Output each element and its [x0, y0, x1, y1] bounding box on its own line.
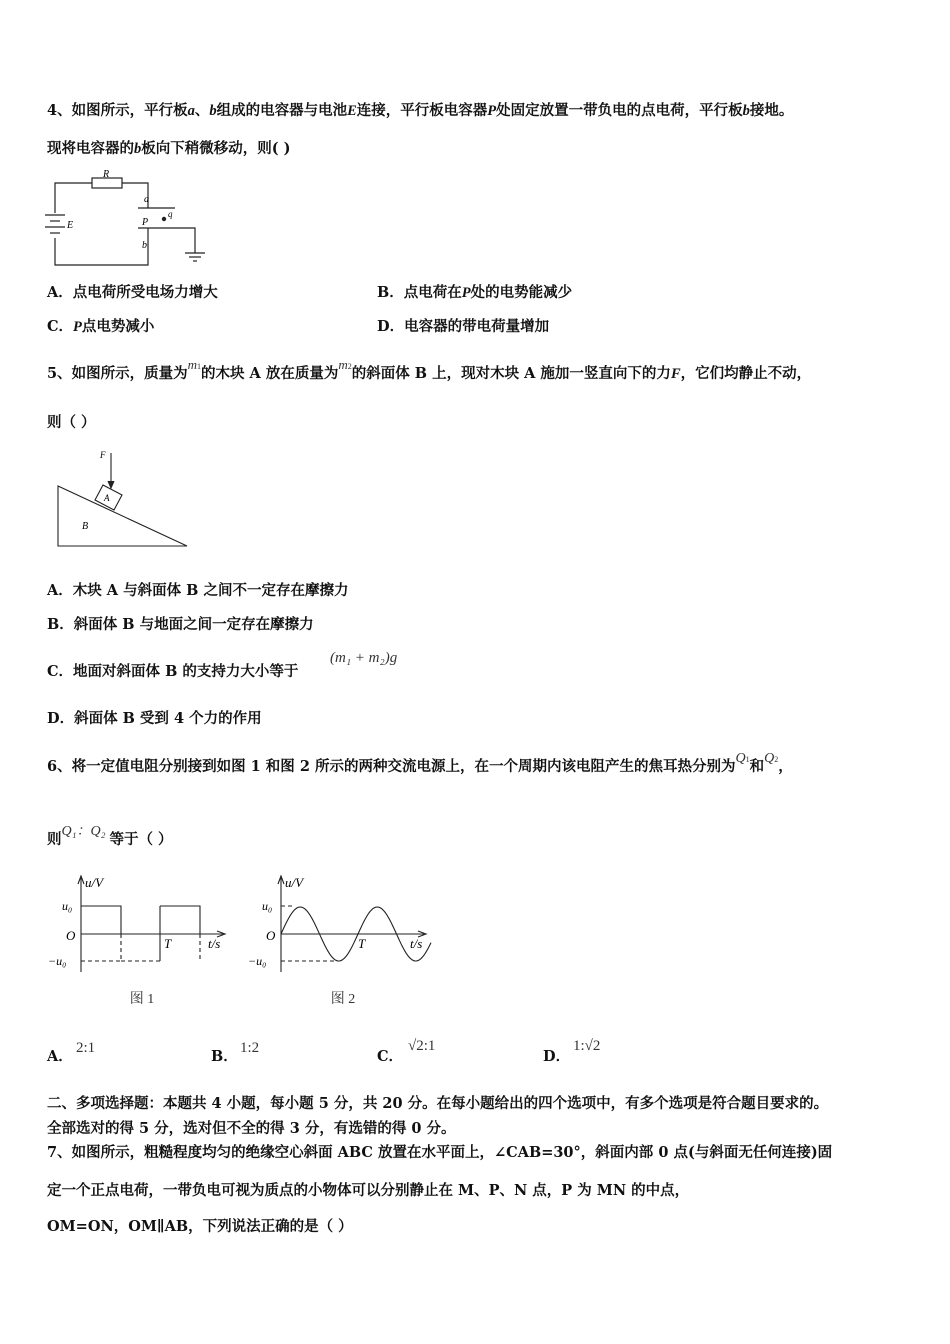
fig4-P-label: P — [142, 217, 149, 228]
q4-option-d: D．电容器的带电荷量增加 — [377, 318, 550, 335]
q5-incline-figure — [55, 448, 195, 550]
fig5-B-label: B — [82, 521, 89, 532]
fig4-q-label: q — [168, 209, 173, 219]
fig1-neg-u0-label: −u₀ — [48, 954, 67, 968]
q6-line-2: 则Q₁：Q₂ 等于（ ） — [47, 824, 173, 848]
q5-option-c-formula: (m₁ + m₂)g — [330, 650, 398, 666]
fig4-a-label: a — [144, 194, 149, 205]
q5-option-d: D．斜面体 B 受到 4 个力的作用 — [47, 710, 262, 727]
fig4-b-label: b — [142, 240, 147, 251]
fig1-u0-label: u₀ — [62, 899, 73, 913]
fig2-origin-label: O — [266, 928, 276, 943]
fig1-origin-label: O — [66, 928, 76, 943]
q6-line-1: 6、将一定值电阻分别接到如图 1 和图 2 所示的两种交流电源上，在一个周期内该电阻产生的焦耳热分别为Q1和Q2， — [47, 751, 793, 775]
q6-option-b-value: 1:2 — [240, 1040, 260, 1056]
fig1-T-label: T — [164, 936, 172, 951]
q6-option-d-value: 1:√2 — [573, 1038, 601, 1054]
q6-option-d-label: D． — [543, 1048, 571, 1065]
q5-line-1: 5、如图所示，质量为m1的木块 A 放在质量为m2的斜面体 B 上，现对木块 A 施加一竖直向下的力F，它们均静止不动， — [47, 357, 812, 382]
q4-circuit-figure — [40, 168, 220, 273]
q5-line-2: 则（ ） — [47, 414, 96, 431]
fig4-E-label: E — [67, 220, 74, 231]
q6-option-c-label: C． — [377, 1048, 404, 1065]
fig2-T-label: T — [358, 936, 366, 951]
section2-instructions-line-1: 二、多项选择题：本题共 4 小题，每小题 5 分，共 20 分。在每小题给出的四个选项中，有多个选项是符合题目要求的。 — [47, 1095, 829, 1112]
q7-line-1: 7、如图所示，粗糙程度均匀的绝缘空心斜面 ABC 放置在水平面上，∠CAB=30°，斜面内部 0 点(与斜面无任何连接)固 — [47, 1144, 833, 1161]
fig2-caption: 图 2 — [330, 992, 356, 1007]
fig5-F-label: F — [100, 450, 106, 460]
q5-option-c: C．地面对斜面体 B 的支持力大小等于 — [47, 663, 299, 680]
fig2-neg-u0-label: −u₀ — [248, 954, 267, 968]
q4-option-c: C．P点电势减小 — [47, 318, 155, 335]
q6-option-c-value: √2:1 — [408, 1038, 436, 1054]
q6-figure-2-sine-wave — [248, 870, 438, 1010]
q4-option-a: A．点电荷所受电场力增大 — [47, 284, 218, 301]
q4-option-b: B．点电荷在P处的电势能减少 — [377, 284, 573, 301]
q6-option-b-label: B． — [211, 1048, 238, 1065]
q6-option-a-value: 2:1 — [76, 1040, 96, 1056]
fig4-R-label: R — [102, 169, 110, 180]
q5-option-a: A．木块 A 与斜面体 B 之间不一定存在摩擦力 — [47, 582, 349, 599]
fig2-t-label: t/s — [410, 936, 423, 951]
section2-instructions-line-2: 全部选对的得 5 分，选对但不全的得 3 分，有选错的得 0 分。 — [47, 1120, 456, 1137]
q6-figure-1-square-wave — [45, 870, 235, 1010]
fig1-ylabel: u/V — [85, 875, 104, 890]
fig2-u0-label: u₀ — [262, 899, 273, 913]
q4-line-2: 现将电容器的b板向下稍微移动，则( ) — [47, 140, 291, 157]
fig5-A-label: A — [104, 493, 110, 503]
q7-line-2: 定一个正点电荷，一带负电可视为质点的小物体可以分别静止在 M、P、N 点，P 为 MN 的中点， — [47, 1182, 690, 1199]
q7-line-3: OM=ON，OM∥AB，下列说法正确的是（ ） — [47, 1218, 353, 1235]
q6-option-a-label: A． — [47, 1048, 73, 1065]
q4-line-1: 4、如图所示，平行板a、b组成的电容器与电池E连接，平行板电容器P处固定放置一带负电的点电荷，平行板b接地。 — [47, 102, 794, 119]
fig1-t-label: t/s — [208, 936, 221, 951]
q5-option-b: B．斜面体 B 与地面之间一定存在摩擦力 — [47, 616, 314, 633]
fig2-ylabel: u/V — [285, 875, 304, 890]
fig1-caption: 图 1 — [129, 992, 155, 1007]
